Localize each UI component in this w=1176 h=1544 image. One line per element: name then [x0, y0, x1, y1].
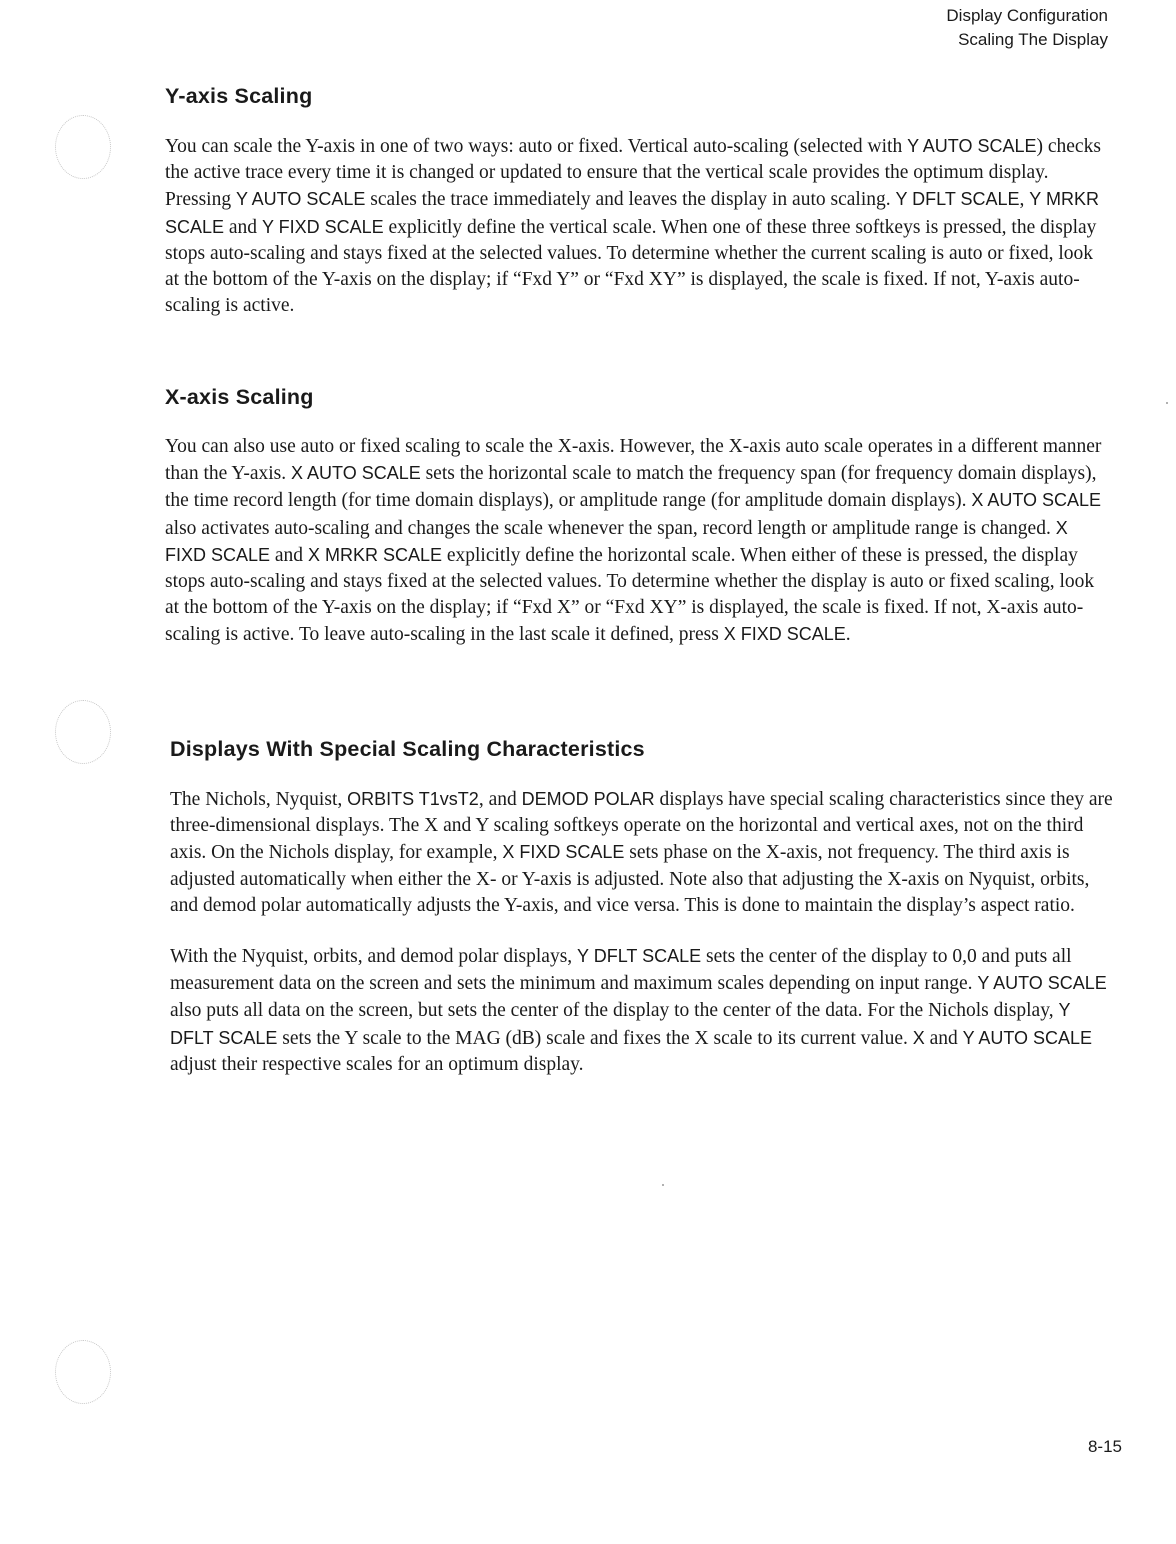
text-run: also activates auto-scaling and changes the scale whenever the span, record length or amplitude range is changed. — [165, 517, 1056, 539]
section-heading: Displays With Special Scaling Characteristics — [170, 737, 645, 761]
section-special-scaling-displays — [170, 737, 1115, 1078]
softkey-label: Y DFLT SCALE — [170, 1000, 1071, 1048]
text-run: sets the center of the display to 0,0 and puts all measurement data on the screen and sets the minimum and maximum scales depending on input range. — [170, 946, 1072, 995]
section-heading: Y-axis Scaling — [165, 84, 313, 108]
body-paragraph — [165, 434, 1110, 649]
body-paragraph — [165, 133, 1110, 319]
softkey-label: ORBITS T1vsT2 — [347, 789, 479, 809]
body-paragraph — [170, 786, 1115, 919]
text-run: , and — [478, 789, 522, 810]
scan-speck — [1166, 402, 1168, 404]
text-run: explicitly define the vertical scale. When one of these three softkeys is pressed, the display stops auto-scaling and stays fixed at the selected values. To determine whether the current scaling is auto or fixed, look at the bottom of the Y-axis on the display; if “Fxd Y” or “Fxd XY” is displayed, the scale is fixed. If not, Y-axis auto-scaling is active. — [165, 216, 1097, 317]
text-run: and — [270, 544, 308, 566]
punch-hole-mark — [55, 115, 111, 179]
text-run: sets the horizontal scale to match the frequency span (for frequency domain displays), the time record length (for time domain displays), or amplitude range (for amplitude domain displays). — [165, 463, 1097, 512]
softkey-label: Y AUTO SCALE — [962, 1027, 1093, 1048]
section-body — [165, 133, 1110, 319]
running-header — [946, 4, 1108, 52]
softkey-label: X AUTO SCALE — [971, 490, 1102, 511]
scan-speck — [662, 1184, 664, 1186]
text-run: and — [924, 1027, 963, 1049]
softkey-label: Y DFLT SCALE — [895, 189, 1020, 210]
softkey-label: DEMOD POLAR — [521, 789, 655, 809]
softkey-label: X AUTO SCALE — [291, 463, 421, 484]
text-run: sets phase on the X-axis, not frequency. The third axis is adjusted automatically when either the X- or Y-axis is adjusted. Note also that adjusting the X-axis on Nyquist, orbits, and demod polar automatically adjusts the Y-axis, and vice versa. This is done to maintain the display’s aspect ratio. — [170, 842, 1090, 916]
header-chapter-title: Display Configuration — [946, 6, 1108, 25]
section-x-axis-scaling — [165, 385, 1110, 649]
text-run: The Nichols, Nyquist, — [170, 789, 348, 810]
softkey-label: X — [912, 1027, 925, 1048]
text-run: . — [845, 624, 851, 646]
text-run: You can scale the Y-axis in one of two ways: auto or fixed. Vertical auto-scaling (selected with — [165, 136, 908, 157]
section-heading: X-axis Scaling — [165, 385, 314, 409]
text-run: ) checks the active trace every time it is changed or updated to ensure that the vertical scale provides the optimum display. Pressing — [165, 136, 1101, 211]
softkey-label: X FIXD SCALE — [723, 624, 846, 645]
softkey-label: X MRKR SCALE — [307, 544, 442, 565]
text-run: adjust their respective scales for an optimum display. — [170, 1053, 584, 1075]
softkey-label: Y AUTO SCALE — [907, 136, 1037, 156]
text-run: scales the trace immediately and leaves the display in auto scaling. — [365, 189, 896, 211]
header-section-title: Scaling The Display — [958, 30, 1108, 49]
punch-hole-mark — [55, 700, 111, 764]
text-run: and — [224, 216, 262, 238]
softkey-label: X FIXD SCALE — [502, 842, 625, 863]
body-paragraph — [170, 943, 1115, 1078]
softkey-label: Y MRKR SCALE — [165, 189, 1099, 237]
text-run: With the Nyquist, orbits, and demod polar displays, — [170, 946, 578, 968]
softkey-label: Y AUTO SCALE — [977, 973, 1107, 994]
softkey-label: Y DFLT SCALE — [577, 946, 702, 967]
text-run: explicitly define the horizontal scale. When either of these is pressed, the display stops auto-scaling and stays fixed at the selected values. To determine whether the display is auto or fixed scaling, look at the bottom of the Y-axis on the display; if “Fxd X” or “Fxd XY” is displayed, the scale is fixed. If not, X-axis auto-scaling is active. To leave auto-scaling in the last scale it defined, press — [165, 544, 1095, 646]
text-run: You can also use auto or fixed scaling to scale the X-axis. However, the X-axis auto scale operates in a different manner than the Y-axis. — [165, 436, 1102, 485]
text-run: displays have special scaling characteristics since they are three-dimensional displays. The X and Y scaling softkeys operate on the horizontal and vertical axes, not on the third axis. On the Nichols display, for example, — [170, 789, 1113, 864]
page-number: 8-15 — [1087, 1437, 1122, 1456]
punch-hole-mark — [55, 1340, 111, 1404]
section-body — [165, 434, 1110, 649]
softkey-label: Y FIXD SCALE — [261, 216, 384, 237]
text-run: , — [1019, 189, 1030, 211]
softkey-label: Y AUTO SCALE — [235, 189, 366, 210]
text-run: sets the Y scale to the MAG (dB) scale and fixes the X scale to its current value. — [277, 1027, 913, 1049]
section-y-axis-scaling — [165, 84, 1110, 319]
section-body — [170, 786, 1115, 1078]
text-run: also puts all data on the screen, but sets the center of the display to the center of the data. For the Nichols display, — [170, 1000, 1059, 1022]
softkey-label: X FIXD SCALE — [165, 517, 1068, 565]
